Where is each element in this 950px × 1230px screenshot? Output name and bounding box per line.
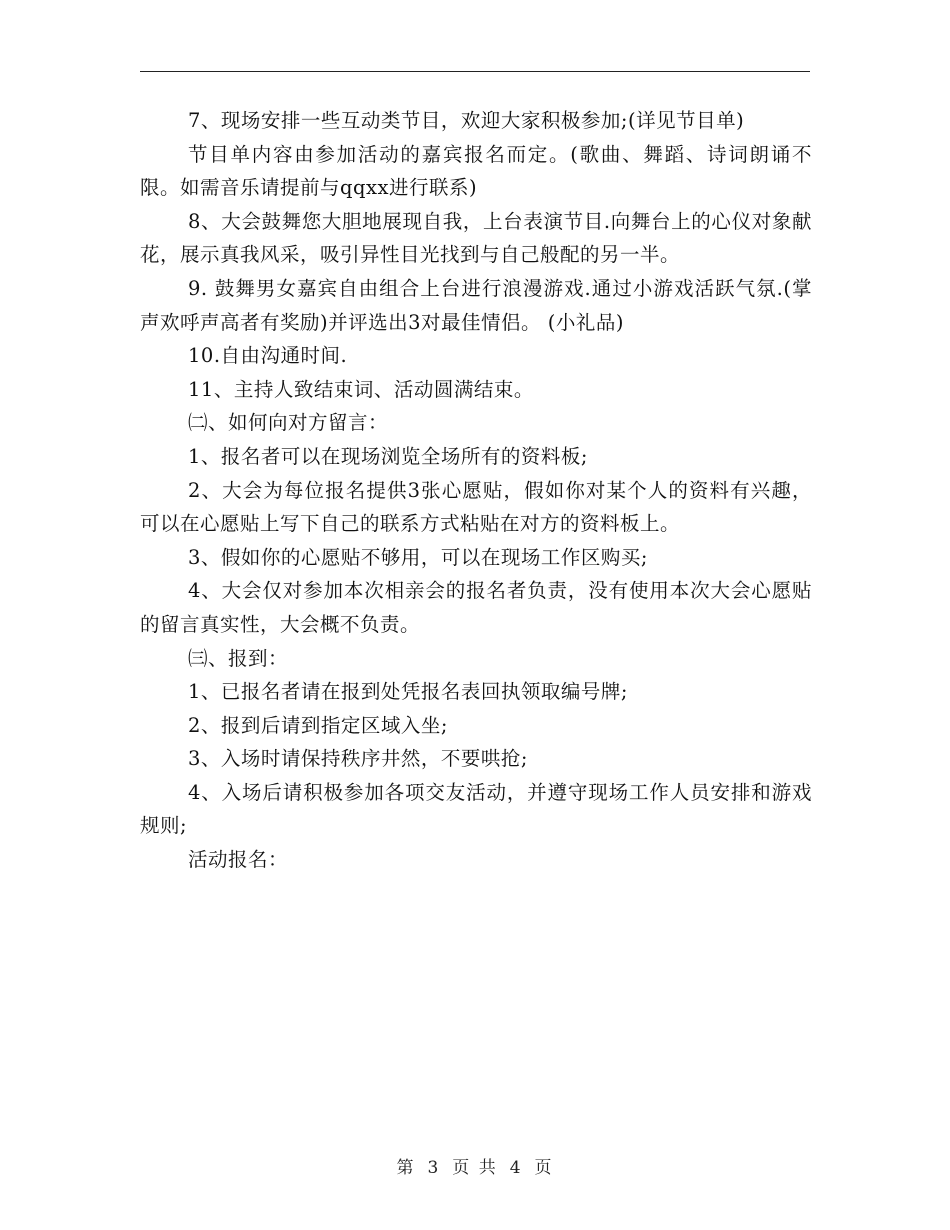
section-heading-checkin: ㈢、报到： [188,646,289,670]
paragraph-item-10: 10.自由沟通时间. [188,344,348,368]
paragraph-item-11: 11、主持人致结束词、活动圆满结束。 [188,377,534,401]
footer-suffix: 页 [534,1158,554,1178]
header-rule [140,71,810,72]
paragraph-checkin-3: 3、入场时请保持秩序井然，不要哄抢; [188,747,528,771]
footer-prefix: 第 [396,1158,416,1178]
page-footer [0,1153,950,1178]
footer-current-page: 3 [427,1158,441,1178]
paragraph-checkin-4: 4、入场后请积极参加各项交友活动，并遵守现场工作人员安排和游戏规则; [140,780,812,838]
footer-total-pages: 4 [509,1158,523,1178]
footer-middle: 页 共 [452,1158,498,1178]
paragraph-item-7: 7、现场安排一些互动类节目，欢迎大家积极参加;(详见节目单) [188,109,745,132]
section-heading-message: ㈡、如何向对方留言： [188,411,389,435]
paragraph-registration: 活动报名： [188,848,289,872]
paragraph-item-8: 8、大会鼓舞您大胆地展现自我，上台表演节目.向舞台上的心仪对象献花，展示真我风采，吸引异性目光找到与自己般配的另一半。 [140,209,812,267]
paragraph-message-1: 1、报名者可以在现场浏览全场所有的资料板; [188,444,588,468]
paragraph-message-4: 4、大会仅对参加本次相亲会的报名者负责，没有使用本次大会心愿贴的留言真实性，大会概不负责。 [140,579,812,636]
paragraph-checkin-2: 2、报到后请到指定区域入坐; [188,713,448,737]
paragraph-message-2: 2、大会为每位报名提供3张心愿贴，假如你对某个人的资料有兴趣，可以在心愿贴上写下自己的联系方式粘贴在对方的资料板上。 [140,478,812,536]
paragraph-message-3: 3、假如你的心愿贴不够用，可以在现场工作区购买; [188,545,648,569]
paragraph-checkin-1: 1、已报名者请在报到处凭报名表回执领取编号牌; [188,680,628,704]
paragraph-program-list: 节目单内容由参加活动的嘉宾报名而定。(歌曲、舞蹈、诗词朗诵不限。如需音乐请提前与qqxx进行联系) [140,142,812,200]
body-text [140,104,812,877]
paragraph-item-9: 9. 鼓舞男女嘉宾自由组合上台进行浪漫游戏.通过小游戏活跃气氛.(掌声欢呼声高者有奖励)并评选出3对最佳情侣。 (小礼品) [140,276,812,334]
